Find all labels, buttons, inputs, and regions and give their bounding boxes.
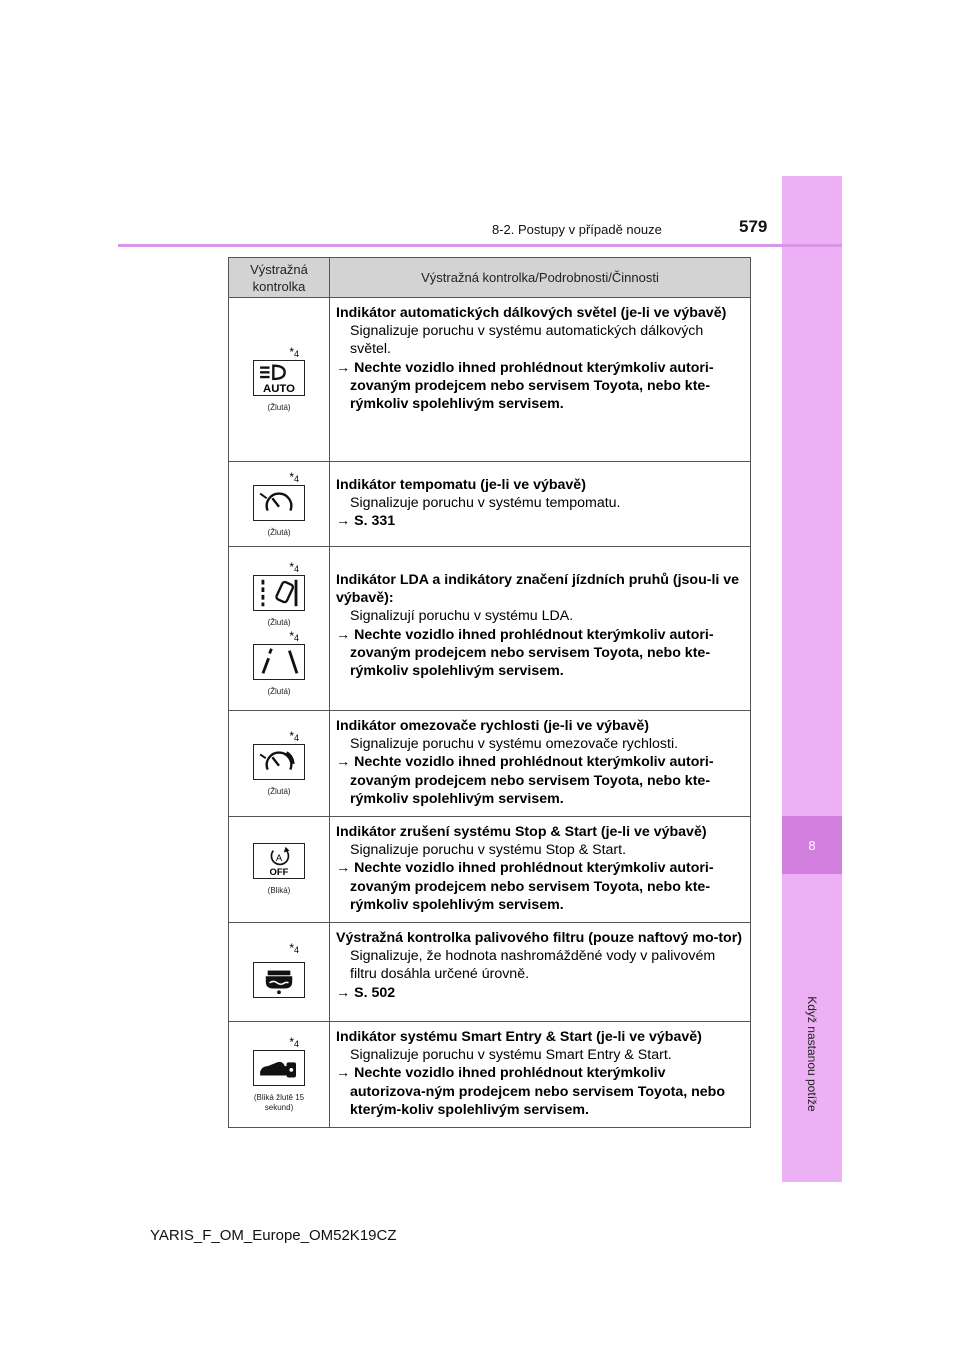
table-row (229, 547, 751, 711)
chapter-number-tab: 8 (782, 816, 842, 874)
description-cell (330, 547, 751, 711)
description-cell (330, 462, 751, 547)
icon-caption: (Bliká žlutě 15 sekund) (253, 1093, 305, 1113)
row-title: Výstražná kontrolka palivového filtru (pouze naftový mo-tor) (336, 930, 742, 947)
row-body: Signalizuje poruchu v systému automatických dálkových světel. (350, 323, 704, 358)
row-title: Indikátor tempomatu (je-li ve výbavě) (336, 477, 586, 493)
off-label: OFF (269, 867, 289, 879)
table-row (229, 298, 751, 462)
chapter-title: Když nastanou potíže (805, 996, 819, 1112)
row-body: Signalizují poruchu v systému LDA. (350, 608, 574, 625)
row-action: → Nechte vozidlo ihned prohlédnout kterýmkoliv autori-zovaným prodejcem nebo servisem Toyota, nebo kte-rýmkoliv spolehlivým servisem. (336, 626, 714, 680)
footnote-marker: $*_4$ (289, 940, 299, 955)
auto-high-beam-icon (253, 360, 305, 396)
cruise-control-icon (253, 485, 305, 521)
icon-caption: (Žlutá) (267, 686, 291, 696)
column-header-details: Výstražná kontrolka/Podrobnosti/Činnosti (330, 258, 751, 298)
row-action: → Nechte vozidlo ihned prohlédnout kterýmkoliv autorizova-ným prodejcem nebo servisem Toyota, nebo kterým-koliv spolehlivým servisem. (336, 1065, 726, 1118)
lane-markings-icon (253, 644, 305, 680)
row-title: Indikátor LDA a indikátory značení jízdních pruhů (jsou-li ve výbavě): (336, 572, 740, 607)
icon-caption: (Žlutá) (267, 403, 291, 412)
description-cell (330, 711, 751, 817)
row-action: → Nechte vozidlo ihned prohlédnout kterýmkoliv autori-zovaným prodejcem nebo servisem Toyota, nebo kte-rýmkoliv spolehlivým servisem. (336, 860, 714, 913)
header-rule (118, 244, 842, 247)
footnote-marker: $*_4$ (289, 559, 299, 574)
table-row (229, 923, 751, 1022)
icon-caption: (Bliká) (267, 886, 291, 896)
icon-cell (229, 1022, 330, 1128)
row-action: → S. 331 (336, 513, 396, 530)
chapter-sidebar (782, 176, 842, 1182)
footnote-marker: $*_4$ (289, 469, 299, 484)
row-title: Indikátor omezovače rychlosti (je-li ve výbavě) (336, 718, 650, 734)
section-title: 8-2. Postupy v případě nouze (492, 222, 662, 237)
row-action: → S. 502 (336, 984, 396, 1001)
fuel-filter-icon (253, 962, 305, 998)
row-title: Indikátor zrušení systému Stop & Start (je-li ve výbavě) (336, 824, 707, 841)
speed-limiter-icon (253, 744, 305, 780)
warning-lights-table (228, 257, 751, 1128)
footnote-marker: $*_4$ (289, 345, 299, 359)
page-number: 579 (739, 217, 768, 236)
table-header-row (229, 258, 751, 298)
icon-cell (229, 711, 330, 817)
icon-cell (229, 817, 330, 923)
document-code: YARIS_F_OM_Europe_OM52K19CZ (150, 1227, 397, 1244)
icon-cell (229, 547, 330, 711)
svg-text:A: A (275, 853, 283, 865)
icon-cell (229, 923, 330, 1022)
table-row (229, 817, 751, 923)
svg-text:AUTO: AUTO (263, 383, 295, 395)
description-cell (330, 298, 751, 462)
description-cell (330, 817, 751, 923)
row-body: Signalizuje poruchu v systému omezovače rychlosti. (350, 736, 679, 753)
row-title: Indikátor systému Smart Entry & Start (je-li ve výbavě) (336, 1029, 702, 1046)
row-body: Signalizuje, že hodnota nashromážděné vody v palivovém filtru dosáhla určené úrovně. (350, 948, 716, 983)
row-body: Signalizuje poruchu v systému tempomatu. (350, 495, 621, 512)
row-action: → Nechte vozidlo ihned prohlédnout kterýmkoliv autori-zovaným prodejcem nebo servisem Toyota, nebo kte-rýmkoliv spolehlivým servisem. (336, 359, 714, 413)
smart-key-icon (253, 1050, 305, 1086)
icon-caption: (Žlutá) (267, 527, 291, 537)
icon-cell (229, 298, 330, 462)
description-cell (330, 923, 751, 1022)
footnote-marker: $*_4$ (289, 1035, 299, 1050)
icon-cell (229, 462, 330, 547)
lda-icon (253, 575, 305, 611)
column-header-light: Výstražná kontrolka (229, 258, 330, 298)
footnote-marker: $*_4$ (289, 628, 299, 643)
row-title: Indikátor automatických dálkových světel (je-li ve výbavě) (336, 305, 727, 321)
table-row (229, 1022, 751, 1128)
description-cell (330, 1022, 751, 1128)
row-body: Signalizuje poruchu v systému Smart Entry & Start. (350, 1047, 672, 1064)
icon-caption: (Žlutá) (267, 787, 291, 796)
table-row (229, 462, 751, 547)
footnote-marker: $*_4$ (289, 729, 299, 743)
row-action: → Nechte vozidlo ihned prohlédnout kterýmkoliv autori-zovaným prodejcem nebo servisem Toyota, nebo kte-rýmkoliv spolehlivým servisem. (336, 754, 714, 807)
table-row (229, 711, 751, 817)
stop-start-off-icon (253, 843, 305, 879)
icon-caption: (Žlutá) (267, 617, 291, 627)
row-body: Signalizuje poruchu v systému Stop & Start. (350, 842, 627, 859)
